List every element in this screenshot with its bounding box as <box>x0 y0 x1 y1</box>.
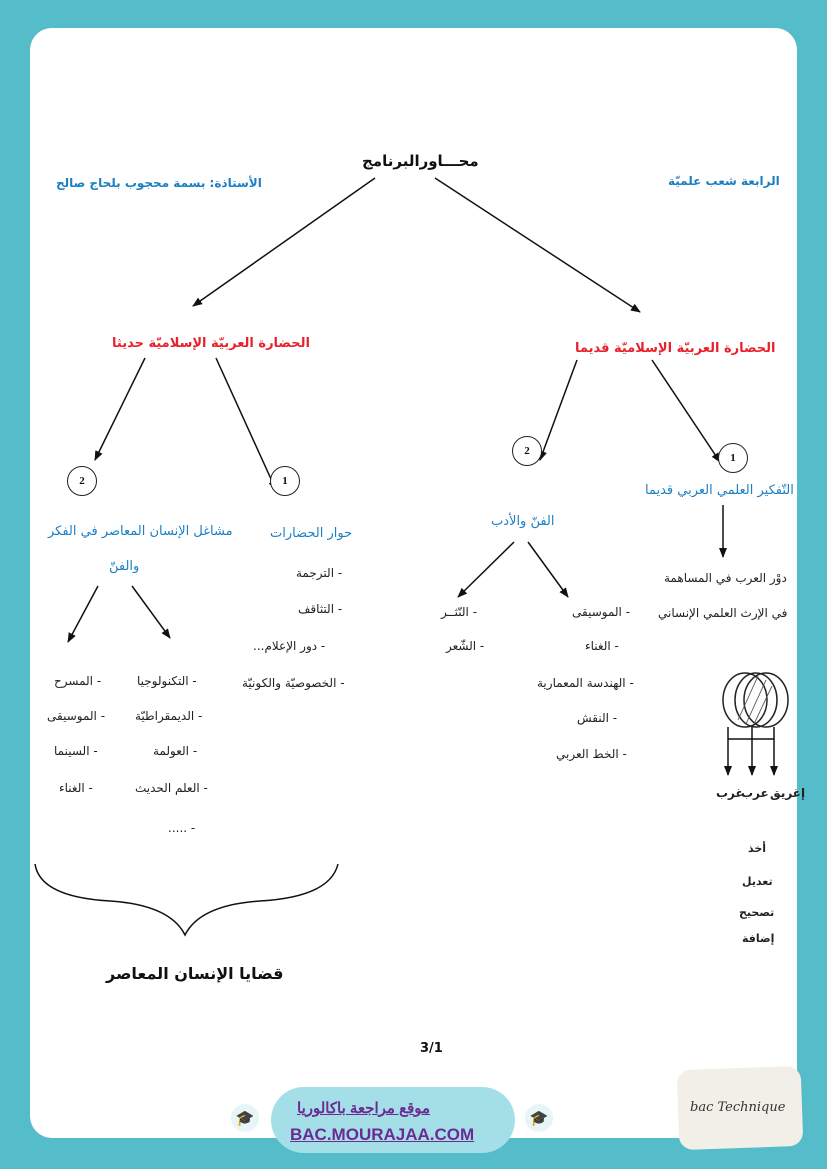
action-correct: تصحيح <box>739 906 775 919</box>
concern-item-modern-science: - العلم الحديث <box>135 781 208 795</box>
concerns-title-line1: مشاغل الإنسان المعاصر في الفكر <box>48 524 233 539</box>
page-title: محـــاورالبرنامج <box>362 152 479 170</box>
concern-item-etc: - ..... <box>168 821 196 835</box>
concern-item-democracy: - الديمقراطيّة <box>135 709 203 723</box>
footer-site-url[interactable]: BAC.MOURAJAA.COM <box>290 1125 475 1144</box>
action-take: أخذ <box>748 842 767 855</box>
art-item-singing: - الغناء <box>585 639 619 653</box>
page-number: 3/1 <box>420 1041 443 1056</box>
art-item-engraving: - النقش <box>577 711 618 725</box>
concerns-title-line2: والفنّ <box>109 559 140 574</box>
concern-item-cinema: - السينما <box>54 744 98 758</box>
concern-item-globalization: - العولمة <box>153 744 198 758</box>
badge-text: bac Technique <box>690 1100 786 1115</box>
logo-right-icon: 🎓 <box>525 1104 553 1132</box>
class-label: الرابعة شعب علميّة <box>668 174 780 188</box>
number-circle-modern-1: 1 <box>270 466 300 496</box>
dialogue-title: حوار الحضارات <box>270 526 353 541</box>
logo-left-icon: 🎓 <box>231 1104 259 1132</box>
conclusion-label: قضايا الإنسان المعاصر <box>106 964 284 983</box>
art-item-calligraphy: - الخط العربي <box>556 747 627 761</box>
concern-item-theatre: - المسرح <box>54 674 102 688</box>
art-item-architecture: - الهندسة المعمارية <box>537 676 634 690</box>
dialogue-item-acculturation: - التثاقف <box>298 602 343 616</box>
dialogue-item-universality: - الخصوصيّة والكونيّة <box>242 676 345 690</box>
number-circle-modern-2: 2 <box>67 466 97 496</box>
concern-item-singing: - الغناء <box>59 781 93 795</box>
cycle-west: غرب <box>716 786 744 800</box>
dialogue-item-translation: - الترجمة <box>296 566 343 580</box>
arab-role-line2: في الإرث العلمي الإنساني <box>658 606 788 620</box>
cycle-arabs: عرب <box>741 786 769 800</box>
lit-item-poetry: - الشّعر <box>446 639 485 653</box>
branch-modern-title: الحضارة العربيّة الإسلاميّة حديثا <box>112 336 310 351</box>
action-add: إضافة <box>742 932 775 945</box>
teacher-name: الأستاذة: بسمة محجوب بلحاج صالح <box>56 176 262 190</box>
arab-role-line1: دوْر العرب في المساهمة <box>664 571 787 585</box>
branch-ancient-title: الحضارة العربيّة الإسلاميّة قديما <box>575 341 776 356</box>
action-modify: تعديل <box>742 875 773 888</box>
dialogue-item-media: - دور الإعلام... <box>253 639 326 653</box>
lit-item-prose: - النّثــر <box>441 605 478 619</box>
number-circle-ancient-2: 2 <box>512 436 542 466</box>
art-item-music: - الموسيقى <box>572 605 631 619</box>
scientific-thinking-title: التّفكير العلمي العربي قديما <box>645 483 794 498</box>
number-circle-ancient-1: 1 <box>718 443 748 473</box>
concern-item-technology: - التكنولوجيا <box>137 674 197 688</box>
art-literature-title: الفنّ والأدب <box>491 514 555 529</box>
footer-site-arabic[interactable]: موقع مراجعة باكالوريا <box>297 1100 431 1117</box>
concern-item-music: - الموسيقى <box>47 709 106 723</box>
cycle-greeks: إغريق <box>770 786 806 800</box>
